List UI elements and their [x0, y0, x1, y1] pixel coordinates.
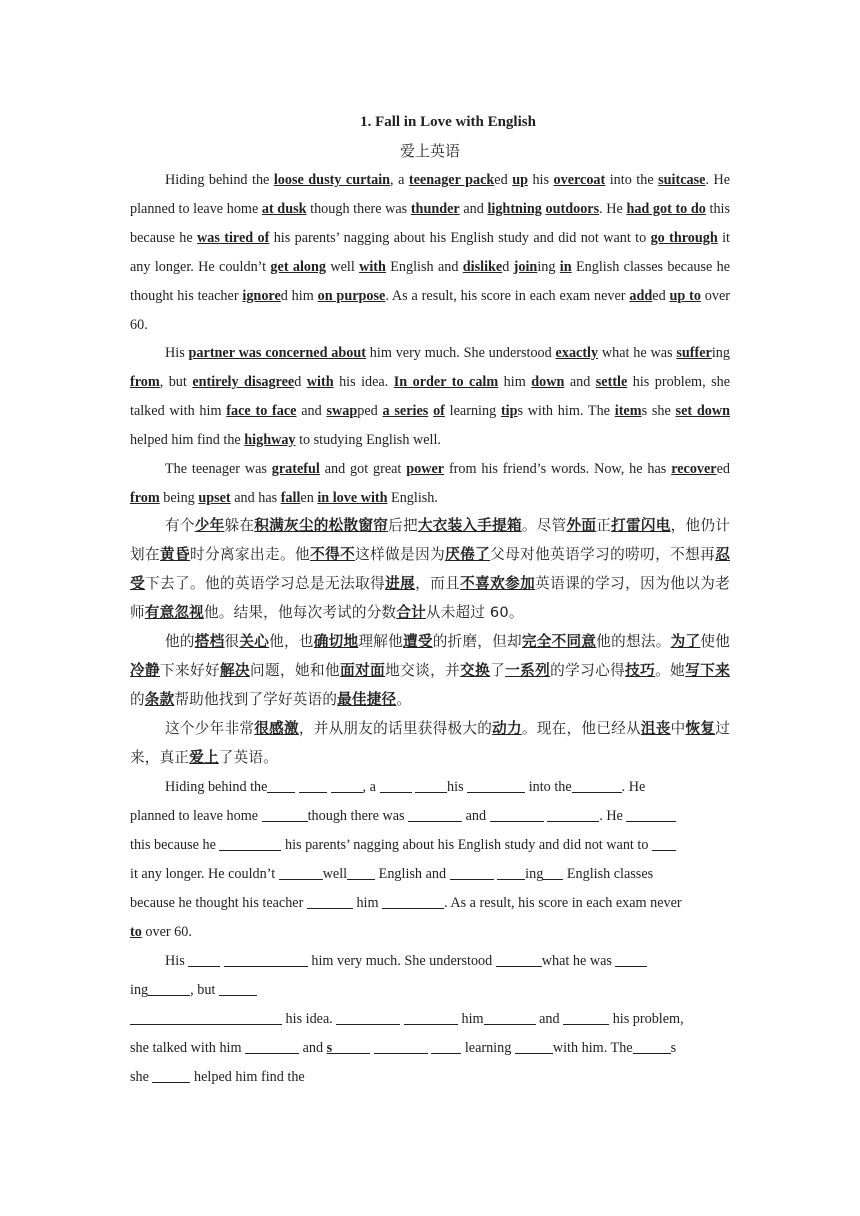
text-run: into the [605, 172, 659, 188]
key-phrase: 恢复 [685, 720, 716, 737]
exercise-line [130, 864, 730, 884]
text-run: . As a result, his score in each exam never [385, 287, 630, 304]
text-run: s [670, 1040, 677, 1056]
blank-line [382, 894, 444, 909]
text-run: him [498, 373, 532, 390]
blank-line [431, 1039, 461, 1054]
blank-line [615, 952, 647, 967]
text-run: , but [190, 982, 219, 998]
key-phrase: from [130, 489, 160, 506]
key-phrase: 外面 [566, 517, 597, 534]
key-phrase: 忍受 [130, 545, 730, 592]
text-run: ed [652, 287, 670, 304]
key-phrase: 黄昏 [160, 545, 191, 563]
text-run: 理解他 [358, 633, 403, 650]
text-run: ，他仍计划在 [130, 517, 731, 563]
blank-line [332, 1039, 370, 1054]
text-run: 这样做是因为 [355, 545, 446, 563]
text-run: into the [525, 779, 572, 795]
key-phrase: 交换 [460, 661, 491, 679]
key-phrase: 一系列 [505, 661, 551, 679]
key-phrase: 沮丧 [640, 720, 671, 737]
text-run: . He planned to leave home [130, 172, 731, 217]
key-phrase: go through [650, 229, 718, 246]
text-run: and [459, 200, 488, 217]
key-phrase: with [306, 373, 334, 390]
blank-line [497, 865, 525, 880]
blank-line [148, 981, 190, 996]
text-run: his [527, 172, 554, 188]
text-run: his parents’ nagging about his English study and did not want to [281, 837, 652, 853]
blank-line [547, 807, 599, 822]
exercise-line [165, 951, 765, 971]
exercise-line [130, 893, 730, 913]
key-phrase: up [512, 172, 528, 188]
text-run: 了英语。 [218, 748, 278, 766]
key-phrase: 完全不同意 [521, 633, 597, 650]
key-phrase: 遭受 [402, 633, 433, 650]
text-run: it any longer. He couldn’t [130, 866, 279, 882]
key-phrase: in love with [317, 489, 388, 506]
text-run: though there was [307, 808, 409, 824]
blank-line [572, 778, 622, 793]
key-phrase: set down [675, 402, 730, 419]
key-phrase: had got to do [626, 200, 706, 217]
key-phrase: 进展 [385, 574, 416, 592]
key-phrase: power [406, 461, 445, 477]
key-phrase: 写下来 [685, 661, 730, 679]
key-phrase: 有意忽视 [144, 603, 204, 621]
text-run: d him [280, 287, 318, 304]
text-run: 正 [596, 517, 612, 534]
key-phrase: upset [198, 489, 231, 506]
key-phrase: 最佳捷径 [337, 690, 397, 708]
chinese-paragraph-2 [130, 628, 730, 715]
key-phrase: 条款 [144, 690, 175, 708]
text-run: though there was [306, 200, 411, 217]
key-phrase: to [130, 924, 142, 940]
text-run: 过来，真正 [130, 720, 731, 766]
exercise-line [130, 1038, 730, 1058]
key-phrase: add [629, 287, 653, 304]
text-run: what he was [598, 345, 677, 361]
text-run: ing [537, 258, 560, 275]
key-phrase: with [359, 258, 386, 275]
text-run: 。现在，他已经从 [521, 720, 641, 737]
text-run: 地交谈，并 [385, 661, 461, 679]
text-run: English classes [563, 866, 654, 882]
text-run: his problem, [609, 1011, 684, 1027]
key-phrase: recover [671, 461, 717, 477]
text-run: The teenager was [165, 461, 272, 477]
key-phrase: was tired of [197, 229, 270, 246]
key-phrase: 确切地 [313, 633, 359, 650]
text-run: his idea. [333, 373, 394, 390]
text-run: s with him. The [517, 402, 615, 419]
english-paragraph-3 [130, 455, 730, 513]
blank-line [515, 1039, 553, 1054]
blank-line [408, 807, 462, 822]
text-run: , but [159, 373, 193, 390]
key-phrase: 动力 [492, 720, 522, 737]
text-run: 从未超过 60。 [425, 603, 524, 621]
text-run: ing [525, 866, 544, 882]
blank-line [219, 981, 257, 996]
text-run: and [535, 1011, 564, 1027]
text-run: 。她 [655, 661, 686, 679]
text-run: his [447, 779, 468, 795]
blank-line [563, 1010, 609, 1025]
english-paragraph-1 [130, 166, 730, 339]
exercise-line [130, 835, 730, 855]
key-phrase: 爱上 [189, 748, 219, 766]
text-run: ，而且 [415, 574, 461, 592]
text-run: 帮助他找到了学好英语的 [174, 690, 338, 708]
text-run: to studying English well. [295, 431, 441, 448]
key-phrase: overcoat [553, 172, 606, 188]
text-run: 有个 [165, 517, 195, 534]
key-phrase: entirely disagree [192, 373, 295, 390]
text-run: 问题，她和他 [250, 661, 341, 679]
blank-line [450, 865, 494, 880]
key-phrase: loose dusty curtain [273, 172, 391, 188]
key-phrase: a series [382, 402, 429, 419]
key-phrase: teenager pack [408, 172, 495, 188]
key-phrase: suitcase [658, 172, 706, 188]
text-run: English and [375, 866, 450, 882]
blank-line [633, 1039, 671, 1054]
text-run: and [296, 402, 327, 419]
blank-line [188, 952, 220, 967]
text-run: over 60. [141, 924, 192, 940]
text-run: from his friend’s words. Now, he has [444, 461, 672, 477]
english-paragraph-2 [130, 339, 730, 455]
key-phrase: get along [270, 258, 326, 275]
key-phrase: up to [669, 287, 701, 304]
text-run: and [299, 1040, 327, 1056]
key-phrase: 解决 [220, 661, 251, 679]
text-run: his problem, she talked with him [130, 373, 731, 419]
exercise-line [165, 777, 765, 797]
text-run: ed [494, 172, 513, 188]
text-run: 他，也 [269, 633, 314, 650]
text-run: what he was [541, 953, 616, 969]
blank-line [543, 865, 563, 880]
text-run: 躲在 [224, 517, 255, 534]
text-run: 的折磨，但却 [432, 633, 522, 650]
blank-line [219, 836, 281, 851]
key-phrase: down [531, 373, 565, 390]
key-phrase: item [614, 402, 642, 419]
blank-line [404, 1010, 458, 1025]
text-run: ing [711, 345, 730, 361]
text-run: 他的 [165, 633, 195, 650]
text-run: English. [387, 489, 438, 506]
chinese-paragraph-3 [130, 715, 730, 773]
key-phrase: exactly [555, 345, 599, 361]
key-phrase: join [513, 258, 538, 275]
text-run: 。 [396, 690, 412, 708]
blank-line [374, 1039, 428, 1054]
key-phrase: tip [500, 402, 518, 419]
text-run: 使他 [700, 633, 731, 650]
blank-line [380, 778, 412, 793]
key-phrase: 冷静 [130, 661, 161, 679]
key-phrase: 技巧 [625, 661, 656, 679]
key-phrase: thunder [410, 200, 460, 217]
key-phrase: 大衣装入手提箱 [417, 517, 522, 534]
text-run: him very much. She understood [366, 345, 556, 361]
text-run: Hiding behind the [165, 172, 274, 188]
blank-line [415, 778, 447, 793]
text-run: him [457, 1011, 484, 1027]
text-run: 了 [490, 661, 506, 679]
blank-line [224, 952, 308, 967]
key-phrase: 不喜欢参加 [460, 574, 536, 592]
blank-line [490, 807, 544, 822]
text-run: 英语课的学习，因为他以为老师 [130, 574, 731, 621]
key-phrase: face to face [226, 402, 297, 419]
text-run: him very much. She understood [307, 953, 496, 969]
text-run: his parents’ nagging about his English study and did not want to [269, 229, 651, 246]
blank-line [262, 807, 308, 822]
text-run: over 60. [130, 287, 731, 333]
blank-line [496, 952, 542, 967]
key-phrase: on purpose [317, 287, 386, 304]
text-run: his idea. [282, 1011, 337, 1027]
blank-line [299, 778, 327, 793]
key-phrase: fall [280, 489, 301, 506]
text-run: ed [716, 461, 731, 477]
text-run: because he thought his teacher [130, 895, 307, 911]
blank-line [347, 865, 375, 880]
key-phrase: 厌倦了 [445, 545, 491, 563]
key-phrase: 为了 [670, 633, 701, 650]
blank-line [626, 807, 676, 822]
key-phrase: in [559, 258, 572, 275]
text-run: s she [641, 402, 676, 419]
text-run: it any longer. He couldn’t [130, 229, 731, 275]
blank-line [336, 1010, 400, 1025]
text-run: and got great [319, 461, 407, 477]
text-run: , a [390, 172, 409, 188]
exercise-line [130, 1009, 730, 1029]
text-run: with him. The [552, 1040, 633, 1056]
key-phrase: 合计 [396, 603, 426, 621]
key-phrase: highway [244, 431, 296, 448]
key-phrase: 积满灰尘的松散窗帘 [254, 517, 389, 534]
key-phrase: ignore [242, 287, 281, 304]
exercise-line [130, 980, 730, 1000]
key-phrase: 面对面 [340, 661, 386, 679]
key-phrase: outdoors [545, 200, 600, 217]
text-run: ，并从朋友的话里获得极大的 [298, 720, 493, 737]
text-run: being [159, 489, 199, 506]
text-run: His [165, 345, 189, 361]
key-phrase: swap [326, 402, 358, 419]
blank-line [130, 1010, 282, 1025]
text-run: d [502, 258, 514, 275]
text-run: 中 [670, 720, 686, 737]
text-run: and [462, 808, 490, 824]
text-run: 下去了。他的英语学习总是无法取得 [145, 574, 386, 592]
blank-line [267, 778, 295, 793]
blank-line [467, 778, 525, 793]
text-run: learning [444, 402, 501, 419]
text-run: she [130, 1069, 153, 1085]
key-phrase: 少年 [194, 517, 225, 534]
page-subtitle: 爱上英语 [399, 142, 460, 160]
page-title: 1. Fall in Love with English [360, 114, 536, 130]
blank-line [152, 1068, 190, 1083]
text-run: and [564, 373, 596, 390]
key-phrase: 很感激 [254, 720, 299, 737]
text-run: this because he [130, 837, 220, 853]
blank-line [279, 865, 323, 880]
text-run: helped him find the [190, 1069, 305, 1085]
key-phrase: In order to calm [393, 373, 499, 390]
text-run: . As a result, his score in each exam never [444, 895, 682, 911]
text-run: , a [362, 779, 380, 795]
text-run: planned to leave home [130, 808, 262, 824]
text-run: 时分离家出走。他 [190, 545, 311, 563]
key-phrase: grateful [271, 461, 320, 477]
exercise-line [130, 1067, 730, 1087]
text-run: well [326, 258, 360, 275]
key-phrase: at dusk [261, 200, 307, 217]
key-phrase: 关心 [239, 633, 270, 650]
exercise-line [130, 806, 730, 826]
text-run: 这个少年非常 [165, 720, 255, 737]
text-run: 下来好好 [160, 661, 221, 679]
key-phrase: partner was concerned about [188, 345, 366, 361]
key-phrase: of [433, 402, 445, 419]
text-run: d [294, 373, 307, 390]
key-phrase: settle [595, 373, 628, 390]
chinese-paragraph-1 [130, 512, 730, 628]
text-run: 的学习心得 [550, 661, 626, 679]
blank-line [245, 1039, 299, 1054]
key-phrase: s [326, 1040, 333, 1056]
text-run: . He [599, 808, 627, 824]
text-run: English and [385, 258, 463, 275]
text-run: English classes because he thought his teacher [130, 258, 731, 304]
text-run: learning [461, 1040, 515, 1056]
text-run: 。尽管 [521, 517, 567, 534]
text-run: 父母对他英语学习的唠叨，不想再 [490, 545, 716, 563]
text-run: 他。结果，他每次考试的分数 [203, 603, 397, 621]
blank-line [307, 894, 353, 909]
text-run: 后把 [388, 517, 418, 534]
blank-line [484, 1010, 536, 1025]
key-phrase: dislike [462, 258, 503, 275]
key-phrase: 不得不 [310, 545, 356, 563]
blank-line [652, 836, 676, 851]
exercise-line [130, 922, 730, 942]
text-run: she talked with him [130, 1040, 246, 1056]
key-phrase: lightning [487, 200, 542, 217]
text-run: His [165, 953, 189, 969]
text-run: . He [621, 779, 646, 795]
key-phrase: suffer [676, 345, 712, 361]
text-run: ped [357, 402, 383, 419]
text-run: this because he [130, 200, 731, 246]
text-run: en [300, 489, 318, 506]
text-run: ing [130, 982, 149, 998]
text-run: helped him find the [130, 431, 245, 448]
text-run: Hiding behind the [165, 779, 268, 795]
text-run: 很 [224, 633, 240, 650]
text-run: him [352, 895, 383, 911]
key-phrase: 搭档 [194, 633, 225, 650]
blank-line [331, 778, 363, 793]
key-phrase: 打雷闪电 [611, 517, 671, 534]
text-run: well [322, 866, 348, 882]
text-run: and has [230, 489, 281, 506]
key-phrase: from [130, 373, 160, 390]
text-run: 他的想法。 [596, 633, 671, 650]
text-run: 的 [130, 690, 145, 708]
text-run: . He [599, 200, 627, 217]
